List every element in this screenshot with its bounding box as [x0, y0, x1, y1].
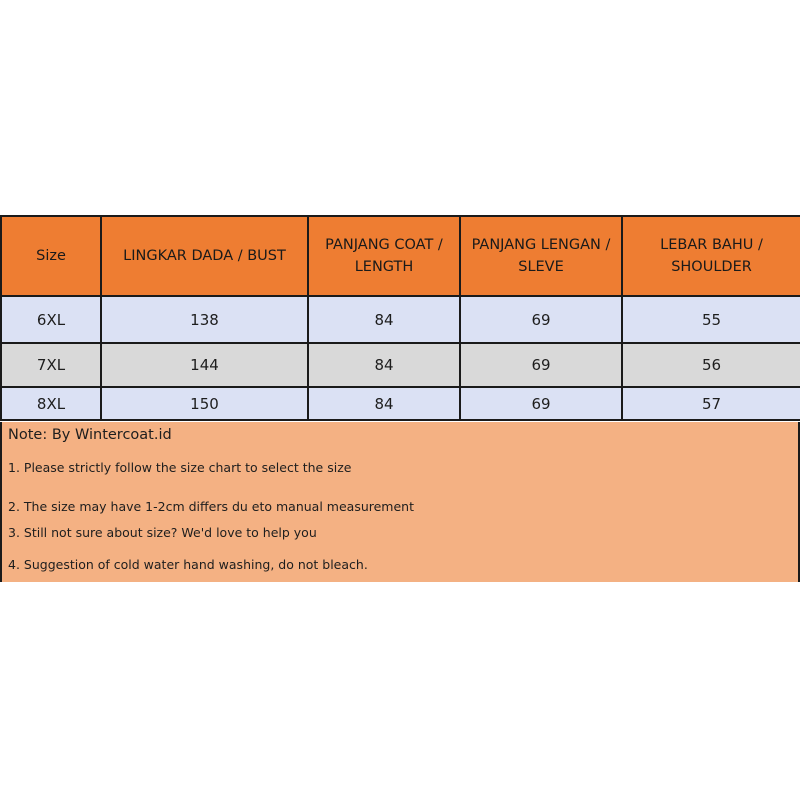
note-item: 4. Suggestion of cold water hand washing, do not bleach.: [8, 557, 368, 572]
cell-shoulder: 57: [622, 387, 800, 420]
cell-sleeve: 69: [460, 387, 622, 420]
notes-title: Note: By Wintercoat.id: [8, 427, 172, 443]
cell-bust: 144: [101, 343, 308, 387]
table-row: [1, 296, 800, 343]
cell-length: 84: [308, 343, 460, 387]
cell-shoulder: 55: [622, 296, 800, 343]
note-item: 1. Please strictly follow the size chart to select the size: [8, 460, 352, 475]
header-sleeve: PANJANG LENGAN / SLEVE: [460, 216, 622, 296]
cell-length: 84: [308, 387, 460, 420]
header-size: Size: [1, 216, 101, 296]
table-header-row: [1, 216, 800, 296]
cell-size: 6XL: [1, 296, 101, 343]
table-row: [1, 387, 800, 420]
cell-sleeve: 69: [460, 296, 622, 343]
cell-sleeve: 69: [460, 343, 622, 387]
header-length: PANJANG COAT / LENGTH: [308, 216, 460, 296]
cell-shoulder: 56: [622, 343, 800, 387]
cell-bust: 150: [101, 387, 308, 420]
size-table: [0, 215, 800, 421]
cell-size: 7XL: [1, 343, 101, 387]
cell-bust: 138: [101, 296, 308, 343]
cell-size: 8XL: [1, 387, 101, 420]
header-shoulder: LEBAR BAHU / SHOULDER: [622, 216, 800, 296]
cell-length: 84: [308, 296, 460, 343]
note-item: 2. The size may have 1-2cm differs du eto manual measurement: [8, 499, 414, 514]
table-row: [1, 343, 800, 387]
header-bust: LINGKAR DADA / BUST: [101, 216, 308, 296]
notes-panel: [0, 422, 800, 582]
note-item: 3. Still not sure about size? We'd love to help you: [8, 525, 317, 540]
size-chart: [0, 215, 800, 582]
